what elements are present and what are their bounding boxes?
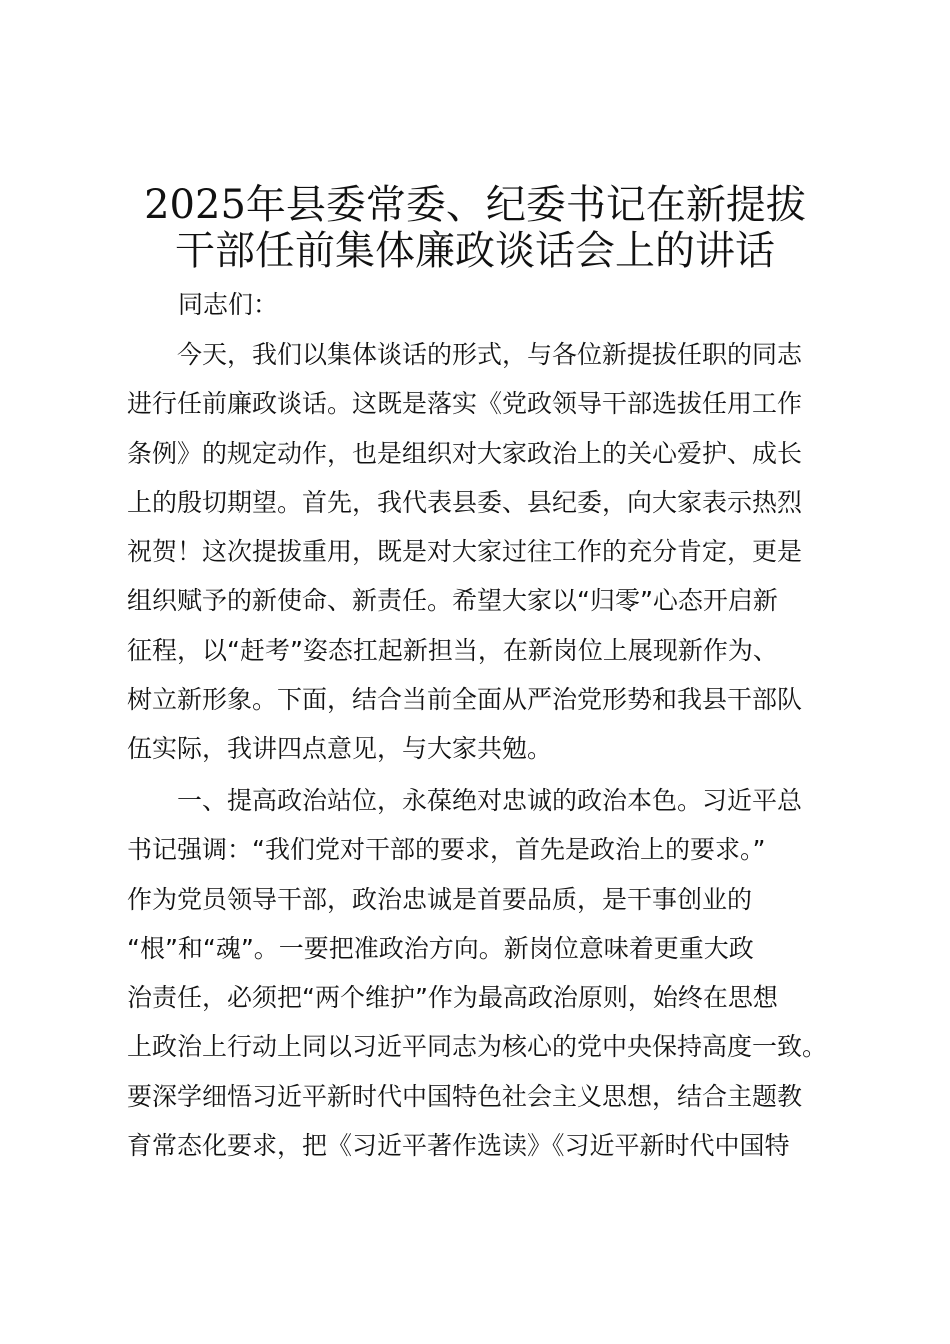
paragraph-line: 祝贺！这次提拔重用，既是对大家过往工作的充分肯定，更是 [127, 537, 803, 567]
paragraph-line: 一、提高政治站位，永葆绝对忠诚的政治本色。习近平总 [177, 786, 803, 815]
paragraph-line: 治责任，必须把“两个维护”作为最高政治原则，始终在思想 [127, 983, 778, 1013]
title-line: 干部任前集体廉政谈话会上的讲话 [175, 228, 775, 274]
paragraph-line: 组织赋予的新使命、新责任。希望大家以“归零”心态开启新 [127, 586, 778, 616]
paragraph-line: 上的殷切期望。首先，我代表县委、县纪委，向大家表示热烈 [127, 487, 803, 517]
document-title [100, 182, 850, 274]
paragraph-section-one [127, 776, 857, 1170]
salutation: 同志们： [178, 290, 279, 319]
paragraph-intro [127, 330, 857, 774]
paragraph-line: 今天，我们以集体谈话的形式，与各位新提拔任职的同志 [177, 340, 803, 369]
paragraph-line: 作为党员领导干部，政治忠诚是首要品质，是干事创业的 [127, 884, 753, 914]
paragraph-line: “根”和“魂”。一要把准政治方向。新岗位意味着更重大政 [127, 933, 754, 963]
paragraph-line: 上政治上行动上同以习近平同志为核心的党中央保持高度一致。 [127, 1032, 828, 1062]
paragraph-line: 要深学细悟习近平新时代中国特色社会主义思想，结合主题教 [127, 1081, 803, 1111]
paragraph-line: 进行任前廉政谈话。这既是落实《党政领导干部选拔任用工作 [127, 389, 803, 419]
paragraph-line: 条例》的规定动作，也是组织对大家政治上的关心爱护、成长 [127, 438, 803, 468]
paragraph-line: 书记强调：“我们党对干部的要求，首先是政治上的要求。” [127, 835, 766, 865]
paragraph-line: 征程，以“赶考”姿态扛起新担当，在新岗位上展现新作为、 [127, 635, 778, 665]
paragraph-line: 树立新形象。下面，结合当前全面从严治党形势和我县干部队 [127, 685, 803, 715]
paragraph-line: 伍实际，我讲四点意见，与大家共勉。 [127, 734, 553, 764]
paragraph-line: 育常态化要求，把《习近平著作选读》《习近平新时代中国特 [127, 1131, 790, 1161]
title-line: 2025年县委常委、纪委书记在新提拔 [144, 182, 806, 228]
